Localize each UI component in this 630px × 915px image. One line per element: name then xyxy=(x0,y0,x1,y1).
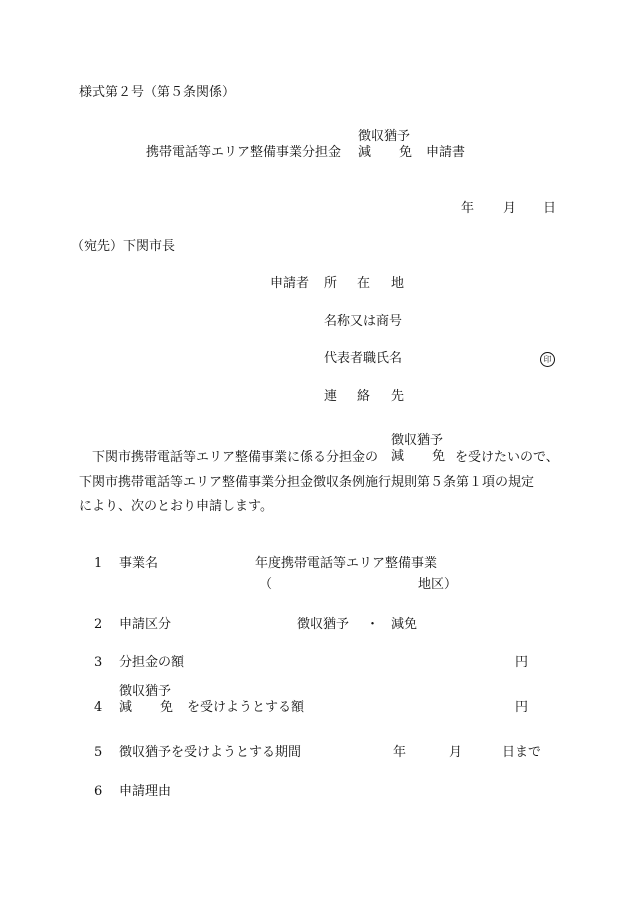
address-label-1: 所 xyxy=(324,276,338,291)
item-5-year: 年 xyxy=(393,745,407,760)
item-1-label: 事業名 xyxy=(119,556,159,571)
item-2-number: 2 xyxy=(94,617,103,632)
item-1-number: 1 xyxy=(94,556,103,571)
address-label-2: 在 xyxy=(357,276,371,291)
addressee: （宛先）下関市長 xyxy=(71,239,176,254)
representative-label: 代表者職氏名 xyxy=(324,351,403,366)
item-3-label: 分担金の額 xyxy=(119,655,185,670)
body-line3: により、次のとおり申請します。 xyxy=(79,499,273,514)
item-5-label: 徴収猶予を受けようとする期間 xyxy=(119,745,302,760)
item-5-until: 日まで xyxy=(502,745,542,760)
item-4-label: を受けようとする額 xyxy=(187,700,305,715)
item-4-stack-bottom: 減 免 xyxy=(119,700,174,716)
title-left: 携帯電話等エリア整備事業分担金 xyxy=(146,145,342,160)
item-1-paren-open: （ xyxy=(259,577,273,592)
item-3-number: 3 xyxy=(94,655,103,670)
body-stack-top: 徴収猶予 xyxy=(391,433,444,448)
title-stack-bottom: 減 免 xyxy=(358,145,413,161)
date-year: 年 xyxy=(461,201,475,216)
item-4-number: 4 xyxy=(94,700,103,715)
contact-label-2: 絡 xyxy=(357,389,371,404)
seal-mark: 印 xyxy=(540,352,555,367)
item-4-unit: 円 xyxy=(515,700,529,715)
address-label-3: 地 xyxy=(391,276,405,291)
form-number: 様式第２号（第５条関係） xyxy=(79,85,236,100)
item-5-number: 5 xyxy=(94,745,103,760)
item-3-unit: 円 xyxy=(515,655,529,670)
body-stack-bottom: 減 免 xyxy=(391,449,446,465)
applicant-label: 申請者 xyxy=(270,276,310,291)
contact-label-3: 先 xyxy=(391,389,405,404)
item-5-month: 月 xyxy=(449,745,463,760)
title-right: 申請書 xyxy=(426,145,466,160)
item-6-label: 申請理由 xyxy=(119,784,172,799)
body-line1-right: を受けたいので、 xyxy=(455,450,559,465)
body-stack xyxy=(391,433,445,466)
item-1-paren-close: 地区） xyxy=(418,577,458,592)
item-2-option2: 減免 xyxy=(391,617,418,632)
item-1-value: 年度携帯電話等エリア整備事業 xyxy=(255,556,438,571)
item-2-option1: 徴収猶予 xyxy=(297,617,350,632)
date-day: 日 xyxy=(543,201,557,216)
body-line2: 下関市携帯電話等エリア整備事業分担金徴収条例施行規則第５条第１項の規定 xyxy=(79,475,535,490)
title-stack-top: 徴収猶予 xyxy=(358,129,411,144)
name-label: 名称又は商号 xyxy=(324,314,403,329)
item-4-stack-top: 徴収猶予 xyxy=(119,684,172,699)
date-month: 月 xyxy=(503,201,517,216)
item-2-separator: ・ xyxy=(366,617,380,632)
item-4-stack xyxy=(119,684,173,717)
item-2-label: 申請区分 xyxy=(119,617,172,632)
body-line1-left: 下関市携帯電話等エリア整備事業に係る分担金の xyxy=(92,450,379,465)
contact-label-1: 連 xyxy=(324,389,338,404)
title-stack xyxy=(358,129,412,162)
item-6-number: 6 xyxy=(94,784,103,799)
